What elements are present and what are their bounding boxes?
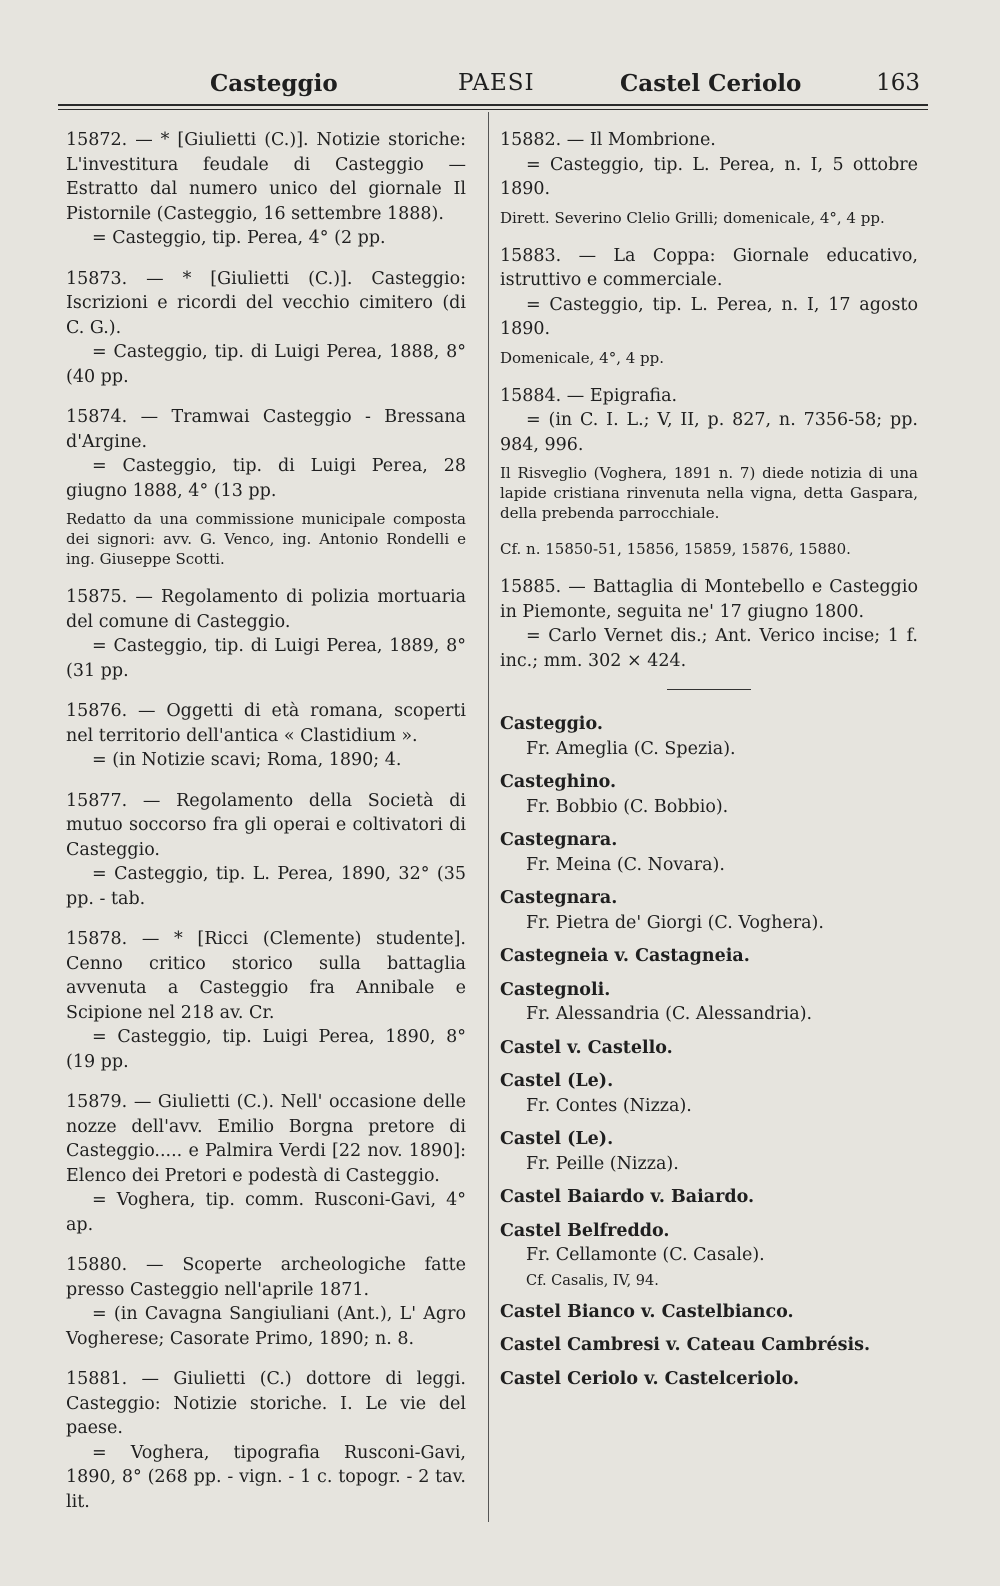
bibliography-entry [500, 384, 918, 524]
entry-title: 15885. — Battaglia di Montebello e Casteggio in Piemonte, seguita ne' 17 giugno 1800. [500, 577, 918, 622]
entry-imprint: = Casteggio, tip. di Luigi Perea, 28 giugno 1888, 4° (13 pp. [66, 456, 466, 501]
entry-imprint: = Casteggio, tip. di Luigi Perea, 1889, 8° (31 pp. [66, 636, 466, 681]
page-header [58, 64, 920, 104]
entry-title: 15874. — Tramwai Casteggio - Bressana d'Argine. [66, 407, 466, 452]
header-left-title: Casteggio [210, 70, 338, 97]
entry-imprint: = Casteggio, tip. di Luigi Perea, 1888, 8° (40 pp. [66, 342, 466, 387]
entry-title: 15882. — Il Mombrione. [500, 130, 716, 150]
bibliography-entry [66, 128, 466, 251]
bibliography-entry [500, 575, 918, 673]
place-entry [500, 712, 918, 761]
place-entry [500, 1127, 918, 1176]
entry-imprint: = Voghera, tipografia Rusconi-Gavi, 1890, 8° (268 pp. - vign. - 1 c. topogr. - 2 tav. lit. [66, 1442, 466, 1512]
entry-imprint: = Voghera, tip. comm. Rusconi-Gavi, 4° ap. [66, 1190, 466, 1235]
place-name: Castel Bianco v. Castelbianco. [500, 1301, 794, 1322]
bibliography-entry [66, 1253, 466, 1351]
cross-reference [500, 539, 918, 559]
bibliography-entry [66, 927, 466, 1074]
place-detail: Fr. Peille (Nizza). [526, 1153, 679, 1174]
section-separator [667, 689, 751, 690]
place-entry [500, 1333, 918, 1358]
entry-title: 15884. — Epigrafia. [500, 385, 678, 406]
place-detail: Fr. Meina (C. Novara). [526, 854, 725, 875]
entry-note: Il Risveglio (Voghera, 1891 n. 7) diede notizia di una lapide cristiana rinvenuta nella vigna, detta Gaspara, della prebenda parrocchiale. [500, 464, 918, 522]
place-entry [500, 828, 918, 877]
bibliography-entry [500, 244, 918, 368]
place-entry [500, 1036, 918, 1061]
place-detail: Fr. Contes (Nizza). [526, 1095, 692, 1116]
place-name: Castegnara. [500, 888, 618, 908]
bibliography-entry [66, 1367, 466, 1514]
bibliography-entry [66, 267, 466, 390]
place-entry [500, 1300, 918, 1325]
place-entry [500, 944, 918, 969]
entry-title: 15881. — Giulietti (C.) dottore di leggi. Casteggio: Notizie storiche. I. Le vie del paese. [66, 1369, 466, 1438]
entry-title: 15878. — * [Ricci (Clemente) studente]. Cenno critico storico sulla battaglia avvenuta a Casteggio fra Annibale e Scipione nel 218 av. Cr. [66, 929, 466, 1023]
entry-imprint: = (in Cavagna Sangiuliani (Ant.), L' Agro Vogherese; Casorate Primo, 1890; n. 8. [66, 1304, 466, 1349]
place-detail: Fr. Pietra de' Giorgi (C. Voghera). [526, 912, 824, 933]
place-entry [500, 1367, 918, 1392]
entry-title: 15876. — Oggetti di età romana, scoperti nel territorio dell'antica « Clastidium ». [66, 701, 466, 746]
entry-imprint: = (in Notizie scavi; Roma, 1890; 4. [92, 750, 402, 770]
place-note: Cf. Casalis, IV, 94. [526, 1272, 659, 1289]
place-detail: Fr. Bobbio (C. Bobbio). [526, 796, 729, 817]
column-divider [488, 112, 489, 1522]
entry-note: Dirett. Severino Clelio Grilli; domenicale, 4°, 4 pp. [500, 208, 885, 227]
bibliography-entry [66, 585, 466, 683]
left-column [66, 128, 466, 1530]
place-entry [500, 1069, 918, 1118]
entry-title: 15872. — * [Giulietti (C.)]. Notizie storiche: L'investitura feudale di Casteggio — Estratto dal numero unico del giornale Il Pistornile (Casteggio, 16 settembre 1888). [66, 130, 466, 224]
header-rule-thin [58, 109, 928, 110]
place-entry [500, 1185, 918, 1210]
entry-note: Cf. n. 15850-51, 15856, 15859, 15876, 15880. [500, 540, 851, 558]
bibliography-entry [66, 1090, 466, 1237]
entry-imprint: = Casteggio, tip. L. Perea, 1890, 32° (35 pp. - tab. [66, 864, 466, 909]
place-entry [500, 978, 918, 1027]
entry-imprint: = Carlo Vernet dis.; Ant. Verico incise; 1 f. inc.; mm. 302 × 424. [500, 626, 918, 671]
entry-note: Domenicale, 4°, 4 pp. [500, 348, 665, 367]
place-name: Castel Ceriolo v. Castelceriolo. [500, 1368, 800, 1389]
place-name: Casteggio. [500, 714, 603, 734]
page-number: 163 [876, 70, 920, 96]
place-name: Castegnoli. [500, 979, 611, 1000]
bibliography-entry [66, 699, 466, 773]
bibliography-entry [66, 789, 466, 912]
entry-title: 15873. — * [Giulietti (C.)]. Casteggio: Iscrizioni e ricordi del vecchio cimitero (di C. G.). [66, 268, 466, 338]
entry-imprint: = Casteggio, tip. Luigi Perea, 1890, 8° (19 pp. [66, 1027, 466, 1072]
entry-imprint: = Casteggio, tip. Perea, 4° (2 pp. [92, 228, 386, 248]
entry-title: 15877. — Regolamento della Società di mutuo soccorso fra gli operai e coltivatori di Casteggio. [66, 790, 466, 860]
entry-imprint: = Casteggio, tip. L. Perea, n. I, 17 agosto 1890. [500, 294, 918, 339]
bibliography-entry [66, 405, 466, 569]
entry-title: 15875. — Regolamento di polizia mortuaria del comune di Casteggio. [66, 587, 466, 632]
entry-imprint: = Casteggio, tip. L. Perea, n. I, 5 ottobre 1890. [500, 154, 918, 199]
bibliography-entry [500, 128, 918, 228]
place-name: Castel (Le). [500, 1071, 614, 1091]
place-entry [500, 886, 918, 935]
place-name: Castegnara. [500, 830, 618, 850]
place-name: Castel Baiardo v. Baiardo. [500, 1187, 755, 1207]
entry-title: 15880. — Scoperte archeologiche fatte presso Casteggio nell'aprile 1871. [66, 1255, 466, 1300]
header-right-title: Castel Ceriolo [620, 70, 802, 97]
right-column [500, 128, 918, 1400]
entry-title: 15883. — La Coppa: Giornale educativo, istruttivo e commerciale. [500, 245, 918, 290]
place-detail: Fr. Ameglia (C. Spezia). [526, 738, 736, 759]
place-entry [500, 770, 918, 819]
place-name: Castel v. Castello. [500, 1037, 673, 1058]
entry-title: 15879. — Giulietti (C.). Nell' occasione delle nozze dell'avv. Emilio Borgna pretore di Casteggio..... e Palmira Verdi [22 nov. 1890]: Elenco dei Pretori e podestà di Casteggio. [66, 1092, 466, 1186]
place-name: Casteghino. [500, 772, 617, 792]
place-detail: Fr. Cellamonte (C. Casale). [526, 1245, 765, 1265]
place-name: Castegneia v. Castagneia. [500, 946, 750, 966]
place-detail: Fr. Alessandria (C. Alessandria). [526, 1004, 813, 1024]
entry-note: Redatto da una commissione municipale composta dei signori: avv. G. Venco, ing. Antonio Rondelli e ing. Giuseppe Scotti. [66, 510, 466, 568]
place-name: Castel Cambresi v. Cateau Cambrésis. [500, 1335, 871, 1355]
entry-imprint: = (in C. I. L.; V, II, p. 827, n. 7356-58; pp. 984, 996. [500, 410, 918, 455]
header-section: PAESI [458, 70, 535, 96]
place-name: Castel Belfreddo. [500, 1220, 670, 1241]
header-rule-thick [58, 104, 928, 106]
place-name: Castel (Le). [500, 1129, 614, 1149]
place-entry [500, 1219, 918, 1291]
